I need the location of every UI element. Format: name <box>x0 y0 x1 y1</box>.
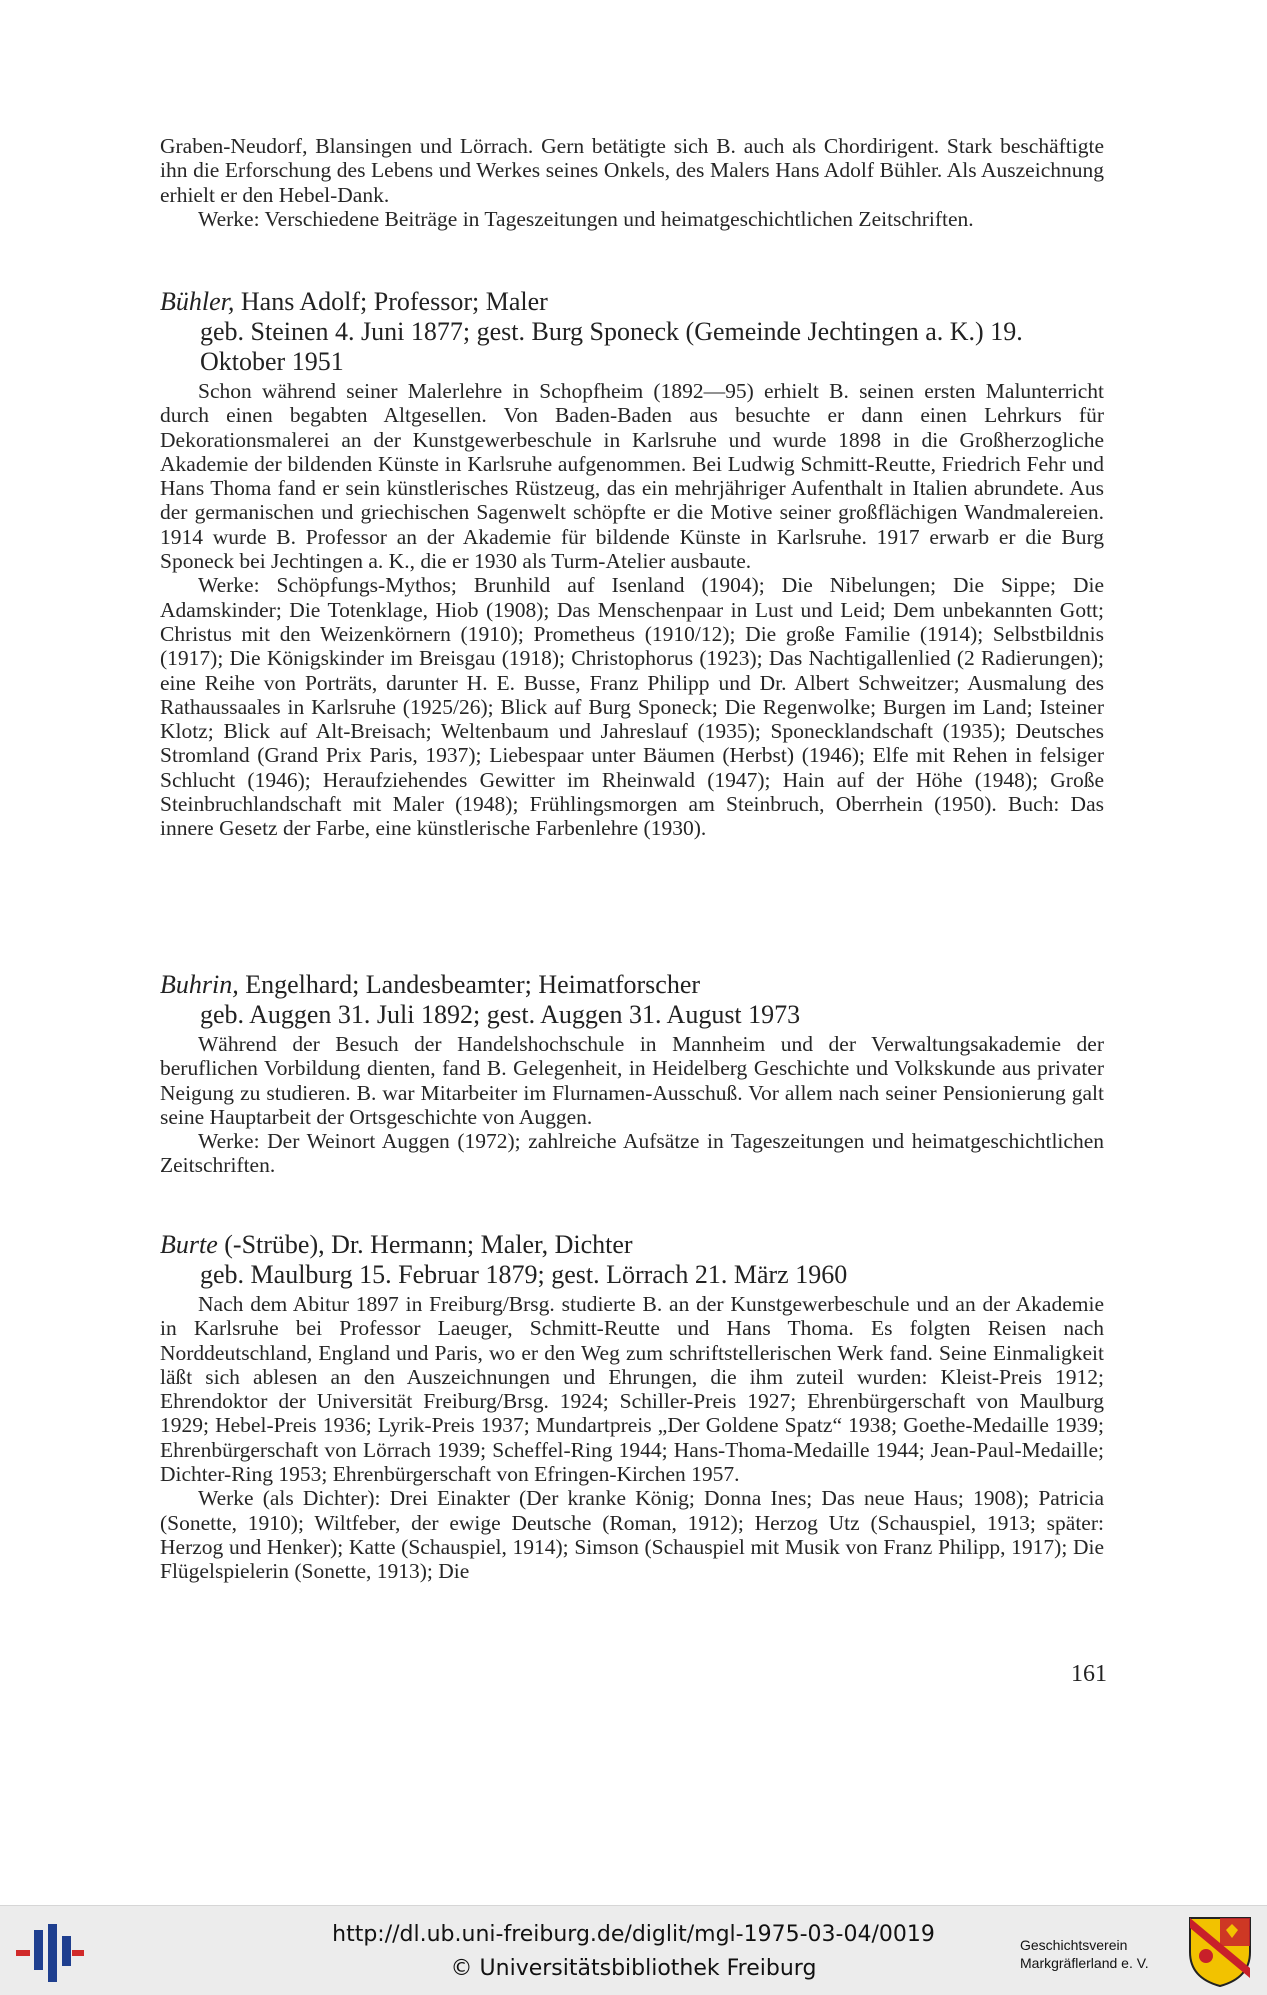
entry-buehler <box>160 287 1104 841</box>
entry-works: Werke (als Dichter): Drei Einakter (Der kranke König; Donna Ines; Das neue Haus; 1908); Patricia (Sonette, 1910); Wiltfeber, der ewige Deutsche (Roman, 1912); Herzog Utz (Schauspiel, 1913; später: Herzog und Henker); Katte (Schauspiel, 1914); Simson (Schauspiel mit Musik von Franz Philipp, 1917); Die Flügelspielerin (Sonette, 1913); Die <box>160 1486 1104 1584</box>
entry-description: Hans Adolf; Professor; Maler <box>234 287 548 316</box>
copyright-notice: © Universitätsbibliothek Freiburg <box>450 1956 817 1981</box>
entry-biography: Schon während seiner Malerlehre in Schopfheim (1892—95) erhielt B. seinen ersten Malunterricht durch einen begabten Altgesellen. Von Baden-Baden aus besuchte er dann einen Lehrkurs für Dekorationsmalerei an der Kunstgewerbeschule in Karlsruhe und wurde 1898 in die Großherzogliche Akademie der bildenden Künste in Karlsruhe aufgenommen. Bei Ludwig Schmitt-Reutte, Friedrich Fehr und Hans Thoma fand er sein künstlerisches Rüstzeug, das ein mehrjähriger Aufenthalt in Italien abrundete. Aus der germanischen und griechischen Sagenwelt schöpfte er die Motive seiner großflächigen Wandmalereien. 1914 wurde B. Professor an der Akademie für bildende Künste in Karlsruhe. 1917 erwarb er die Burg Sponeck bei Jechtingen a. K., die er 1930 als Turm-Atelier ausbaute. <box>160 379 1104 574</box>
entry-surname: Burte <box>160 1230 218 1259</box>
entry-dates: geb. Auggen 31. Juli 1892; gest. Auggen 31. August 1973 <box>200 1000 801 1029</box>
entry-dates: geb. Maulburg 15. Februar 1879; gest. Lörrach 21. März 1960 <box>200 1260 848 1289</box>
entry-burte <box>160 1230 1104 1584</box>
continuation-paragraph: Graben-Neudorf, Blansingen und Lörrach. Gern betätigte sich B. auch als Chordirigent. Stark beschäftigte ihn die Erforschung des Lebens und Werkes seines Onkels, des Malers Hans Adolf Bühler. Als Auszeichnung erhielt er den Hebel-Dank. <box>160 134 1104 207</box>
continuation-works: Werke: Verschiedene Beiträge in Tageszeitungen und heimatgeschichtlichen Zeitschriften. <box>198 206 974 231</box>
entry-heading <box>160 287 1104 317</box>
entry-description: (-Strübe), Dr. Hermann; Maler, Dichter <box>217 1230 633 1259</box>
society-name <box>1020 1936 1190 1972</box>
entry-surname: Bühler, <box>160 287 235 316</box>
entry-description: Engelhard; Landesbeamter; Heimatforscher <box>238 970 701 999</box>
entry-heading <box>160 1230 1104 1260</box>
entry-works: Werke: Der Weinort Auggen (1972); zahlreiche Aufsätze in Tageszeitungen und heimatgeschichtlichen Zeitschriften. <box>160 1129 1104 1178</box>
entry-surname: Buhrin, <box>160 970 239 999</box>
entry-biography: Nach dem Abitur 1897 in Freiburg/Brsg. studierte B. an der Kunstgewerbeschule und an der Akademie in Karlsruhe bei Professor Laeuger, Schmitt-Reutte und Hans Thoma. Es folgten Reisen nach Norddeutschland, England und Paris, wo er den Weg zum schriftstellerischen Werk fand. Seine Einmaligkeit läßt sich ablesen an den Auszeichnungen und Ehrungen, die ihm zuteil wurden: Kleist-Preis 1912; Ehrendoktor der Universität Freiburg/Brsg. 1924; Schiller-Preis 1927; Ehrenbürgerschaft von Maulburg 1929; Hebel-Preis 1936; Lyrik-Preis 1937; Mundartpreis „Der Goldene Spatz“ 1938; Goethe-Medaille 1939; Ehrenbürgerschaft von Lörrach 1939; Scheffel-Ring 1944; Hans-Thoma-Medaille 1944; Jean-Paul-Medaille; Dichter-Ring 1953; Ehrenbürgerschaft von Efringen-Kirchen 1957. <box>160 1292 1104 1487</box>
entry-dates: geb. Steinen 4. Juni 1877; gest. Burg Sponeck (Gemeinde Jechtingen a. K.) 19. Oktober 1951 <box>200 317 1023 376</box>
coat-of-arms-icon <box>1188 1916 1252 1988</box>
society-name-line2: Markgräflerland e. V. <box>1020 1955 1149 1971</box>
entry-works: Werke: Schöpfungs-Mythos; Brunhild auf Isenland (1904); Die Nibelungen; Die Sippe; Die Adamskinder; Die Totenklage, Hiob (1908); Das Menschenpaar in Lust und Leid; Dem unbekannten Gott; Christus mit den Weizenkörnern (1910); Prometheus (1910/12); Die große Familie (1914); Selbstbildnis (1917); Die Königskinder im Breisgau (1918); Christophorus (1923); Das Nachtigallenlied (2 Radierungen); eine Reihe von Porträts, darunter H. E. Busse, Franz Philipp und Dr. Albert Schweitzer; Ausmalung des Rathaussaales in Karlsruhe (1925/26); Blick auf Burg Sponeck; Die Regenwolke; Burgen im Land; Isteiner Klotz; Blick auf Alt-Breisach; Weltenbaum und Jahreslauf (1935); Sponecklandschaft (1935); Deutsches Stromland (Grand Prix Paris, 1937); Liebespaar unter Bäumen (Herbst) (1946); Elfe mit Rehen in felsiger Schlucht (1946); Heraufziehendes Gewitter im Rheinwald (1947); Hain auf der Höhe (1948); Große Steinbruchlandschaft mit Maler (1948); Frühlingsmorgen am Steinbruch, Oberrhein (1950). Buch: Das innere Gesetz der Farbe, eine künstlerische Farbenlehre (1930). <box>160 573 1104 841</box>
entry-heading <box>160 970 1104 1000</box>
continuation-block <box>160 134 1104 231</box>
society-name-line1: Geschichtsverein <box>1020 1937 1128 1953</box>
entry-biography: Während der Besuch der Handelshochschule in Mannheim und der Verwaltungsakademie der beruflichen Vorbildung dienten, fand B. Gelegenheit, in Heidelberg Geschichte und Volkskunde aus privater Neigung zu studieren. B. war Mitarbeiter im Flurnamen-Ausschuß. Vor allem nach seiner Pensionierung galt seine Hauptarbeit der Ortsgeschichte von Auggen. <box>160 1032 1104 1129</box>
footer-bar <box>0 1905 1267 1995</box>
permalink-url[interactable]: http://dl.ub.uni-freiburg.de/diglit/mgl-1975-03-04/0019 <box>332 1922 935 1947</box>
page-number: 161 <box>1071 1661 1107 1687</box>
entry-buhrin <box>160 970 1104 1178</box>
